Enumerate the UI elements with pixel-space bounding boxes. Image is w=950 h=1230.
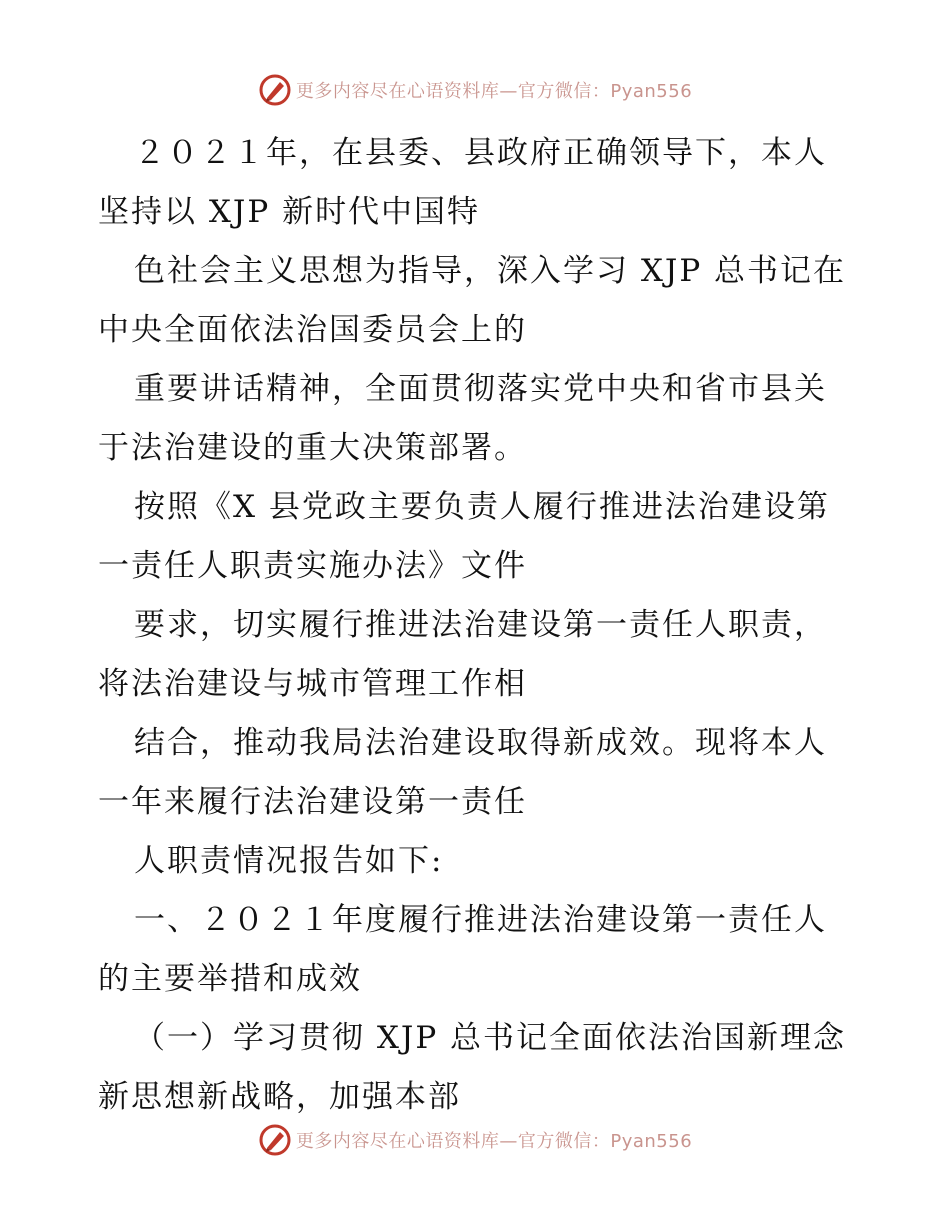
document-body [98,124,858,1127]
footer-banner [0,1120,950,1160]
paragraph: 色社会主义思想为指导，深入学习 XJP 总书记在中央全面依法治国委员会上的 [98,253,847,348]
header-banner [0,70,950,110]
paragraph: ２０２１年，在县委、县政府正确领导下，本人坚持以 XJP 新时代中国特 [98,135,827,230]
paragraph: 要求，切实履行推进法治建设第一责任人职责，将法治建设与城市管理工作相 [98,607,827,702]
section-heading: 一、２０２１年度履行推进法治建设第一责任人的主要举措和成效 [98,902,827,997]
header-banner-text: 更多内容尽在心语资料库—官方微信：Pyan556 [295,81,693,102]
pen-logo-icon [258,1123,292,1157]
paragraph: 人职责情况报告如下: [134,843,444,879]
paragraph: 重要讲话精神，全面贯彻落实党中央和省市县关于法治建设的重大决策部署。 [98,371,827,466]
paragraph: 结合，推动我局法治建设取得新成效。现将本人一年来履行法治建设第一责任 [98,725,827,820]
footer-banner-text: 更多内容尽在心语资料库—官方微信：Pyan556 [295,1131,693,1152]
subsection-heading: （一）学习贯彻 XJP 总书记全面依法治国新理念新思想新战略，加强本部 [98,1020,847,1115]
pen-logo-icon [258,73,292,107]
paragraph: 按照《X 县党政主要负责人履行推进法治建设第一责任人职责实施办法》文件 [98,489,830,584]
